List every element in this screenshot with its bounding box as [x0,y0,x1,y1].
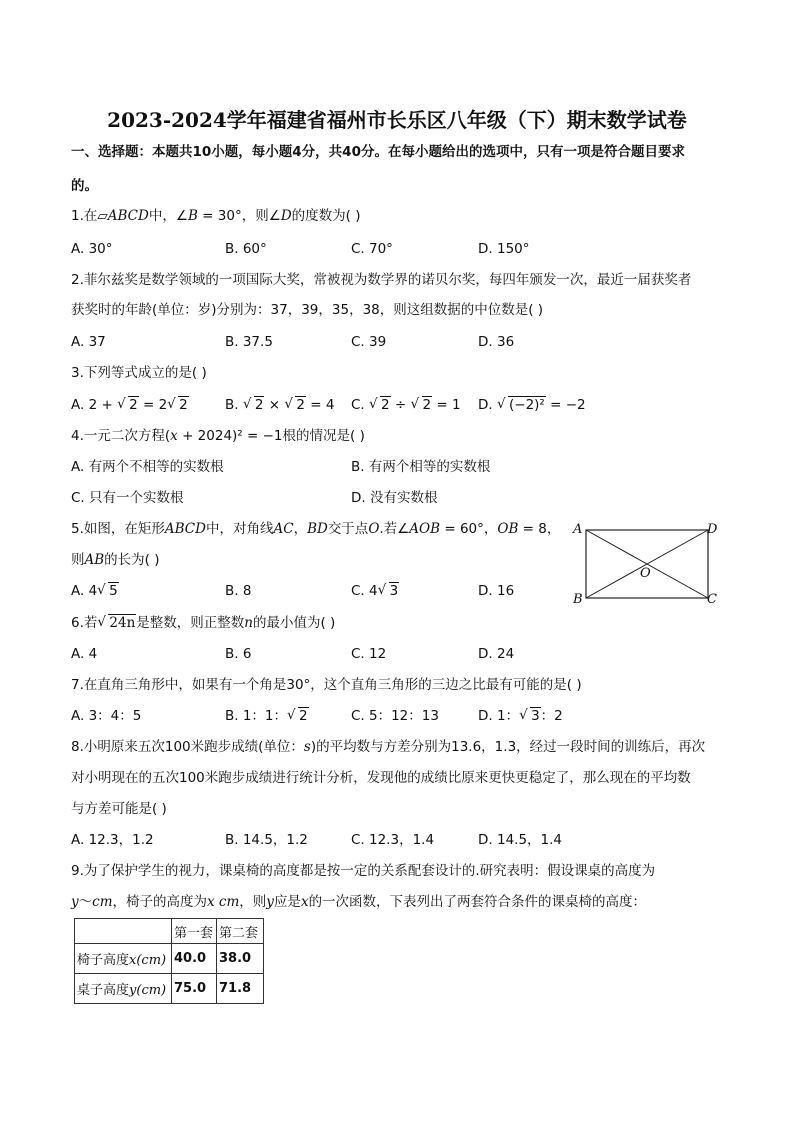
q1-option-c: C. 70° [351,241,393,257]
q2-option-b: B. 37.5 [225,334,273,350]
table-header-cell: 第一套 [172,919,217,944]
q6-option-a: A. 4 [71,646,98,662]
q3-option-b: B. √ 2 × √ 2 = 4 [225,396,334,414]
question-7-stem: 7.在直角三角形中，如果有一个角是30°，这个直角三角形的三边之比最有可能的是( ) [71,677,582,693]
chair-desk-height-table [74,918,264,1004]
table-row [75,974,264,1004]
q2-option-c: C. 39 [351,334,387,350]
q5-option-a: A. 4√ 5 [71,582,119,600]
q1-option-d: D. 150° [478,241,530,257]
q5-option-c: C. 4√ 3 [351,582,399,600]
q7-option-d: D. 1：√ 3：2 [478,707,563,725]
table-header-cell: 第二套 [217,919,264,944]
q1-option-b: B. 60° [225,241,267,257]
q4-option-d: D. 没有实数根 [351,490,438,506]
q2-option-a: A. 37 [71,334,106,350]
q3-option-a: A. 2 + √ 2 = 2√ 2 [71,396,189,414]
table-header-row [75,919,264,944]
question-9-line2: y～cm，椅子的高度为x cm，则y应是x的一次函数，下表列出了两套符合条件的课桌椅的高度： [71,894,647,910]
q6-option-b: B. 6 [225,646,252,662]
q7-option-b: B. 1：1：√ 2 [225,707,309,725]
q1-option-a: A. 30° [71,241,113,257]
table-header-cell [75,919,172,944]
label-point-a: A [573,522,583,537]
section-instruction-line1: 一、选择题：本题共10小题，每小题4分，共40分。在每小题给出的选项中，只有一项是符合题目要求 [71,144,685,160]
question-4-stem: 4.一元二次方程(x + 2024)² = −1根的情况是( ) [71,428,365,444]
table-row-label: 桌子高度y(cm) [75,974,172,1004]
q8-option-b: B. 14.5，1.2 [225,832,308,848]
q7-option-c: C. 5：12：13 [351,708,439,724]
question-1-stem: 1.在▱ABCD中，∠B = 30°，则∠D的度数为( ) [71,208,361,224]
question-8-line1: 8.小明原来五次100米跑步成绩(单位：s)的平均数与方差分别为13.6，1.3，经过一段时间的训练后，再次 [71,739,706,755]
label-point-o: O [640,566,651,581]
question-5-line2: 则AB的长为( ) [71,552,160,568]
table-cell: 38.0 [217,944,264,974]
q4-option-a: A. 有两个不相等的实数根 [71,459,224,475]
question-8-line3: 与方差可能是( ) [71,801,167,817]
question-8-line2: 对小明现在的五次100米跑步成绩进行统计分析，发现他的成绩比原来更快更稳定了，那么现在的平均数 [71,770,691,786]
label-point-d: D [707,522,718,537]
section-instruction-line2: 的。 [71,178,98,194]
q8-option-a: A. 12.3，1.2 [71,832,154,848]
q2-option-d: D. 36 [478,334,515,350]
q8-option-c: C. 12.3，1.4 [351,832,435,848]
table-row [75,944,264,974]
question-5-line1: 5.如图，在矩形ABCD中，对角线AC，BD交于点O.若∠AOB = 60°，OB = 8， [71,521,561,537]
q3-option-c: C. √ 2 ÷ √ 2 = 1 [351,396,461,414]
q6-option-c: C. 12 [351,646,387,662]
question-2-line2: 获奖时的年龄(单位：岁)分别为：37，39，35，38，则这组数据的中位数是( ) [71,302,544,318]
table-cell: 75.0 [172,974,217,1004]
question-6-stem: 6.若√ 24n是整数，则正整数n的最小值为( ) [71,614,335,632]
table-row-label: 椅子高度x(cm) [75,944,172,974]
q8-option-d: D. 14.5，1.4 [478,832,563,848]
q3-option-d: D. √ (−2)² = −2 [478,396,586,414]
q5-option-d: D. 16 [478,583,515,599]
q7-option-a: A. 3：4：5 [71,708,142,724]
q4-option-b: B. 有两个相等的实数根 [351,459,491,475]
q4-option-c: C. 只有一个实数根 [71,490,184,506]
question-9-line1: 9.为了保护学生的视力，课桌椅的高度都是按一定的关系配套设计的.研究表明：假设课桌的高度为 [71,863,656,879]
label-point-b: B [573,592,583,607]
rectangle-figure [565,518,725,610]
question-2-line1: 2.菲尔兹奖是数学领域的一项国际大奖，常被视为数学界的诺贝尔奖，每四年颁发一次，最近一届获奖者 [71,272,692,288]
q6-option-d: D. 24 [478,646,515,662]
label-point-c: C [707,592,717,607]
table-cell: 71.8 [217,974,264,1004]
table-cell: 40.0 [172,944,217,974]
q5-option-b: B. 8 [225,583,252,599]
page-title: 2023-2024学年福建省福州市长乐区八年级（下）期末数学试卷 [107,108,687,132]
question-3-stem: 3.下列等式成立的是( ) [71,365,207,381]
